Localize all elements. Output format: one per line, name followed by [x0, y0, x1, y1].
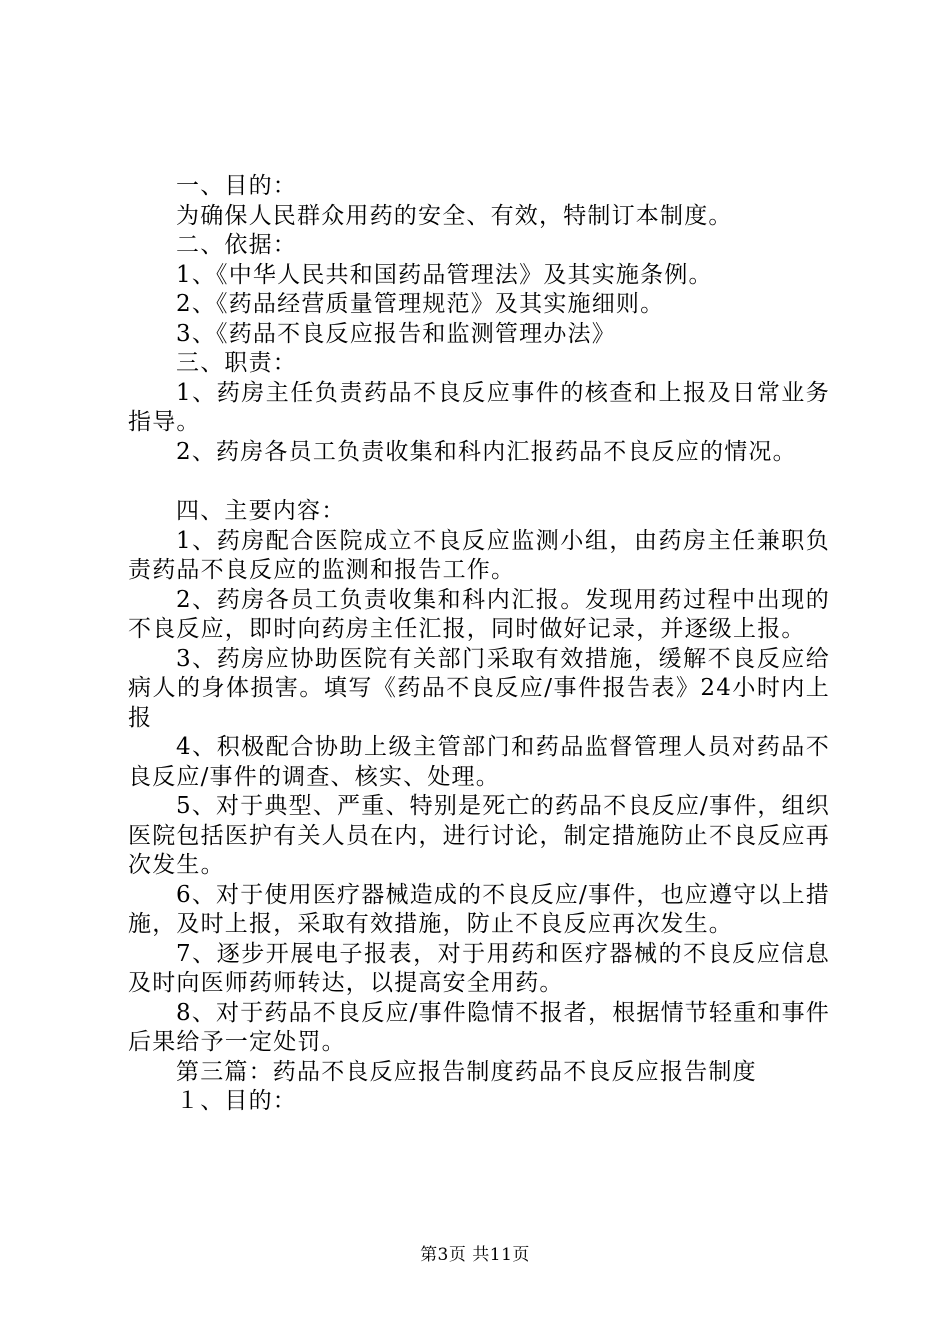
paragraph: 三、职责： — [176, 350, 297, 376]
paragraph: 1、《中华人民共和国药品管理法》及其实施条例。 — [176, 261, 713, 288]
paragraph: 8、对于药品不良反应/事件隐情不报者，根据情节轻重和事件后果给予一定处罚。 — [128, 999, 830, 1055]
paragraph: 7、逐步开展电子报表，对于用药和医疗器械的不良反应信息及时向医师药师转达，以提高安全用药。 — [128, 940, 830, 996]
paragraph: 3、《药品不良反应报告和监测管理办法》 — [176, 320, 616, 347]
paragraph: 为确保人民群众用药的安全、有效，特制订本制度。 — [176, 202, 733, 229]
paragraph: 2、药房各员工负责收集和科内汇报。发现用药过程中出现的不良反应，即时向药房主任汇报，同时做好记录，并逐级上报。 — [128, 586, 830, 642]
page-footer — [0, 1240, 950, 1265]
paragraph: 2、药房各员工负责收集和科内汇报药品不良反应的情况。 — [176, 438, 797, 465]
paragraph: １、目的： — [176, 1088, 297, 1114]
paragraph: 一、目的： — [176, 173, 297, 199]
paragraph: 四、主要内容： — [176, 498, 346, 524]
paragraph: 1、药房主任负责药品不良反应事件的核查和上报及日常业务指导。 — [128, 379, 830, 435]
paragraph: 5、对于典型、严重、特别是死亡的药品不良反应/事件，组织医院包括医护有关人员在内，进行讨论，制定措施防止不良反应再次发生。 — [128, 793, 830, 878]
paragraph: 3、药房应协助医院有关部门采取有效措施，缓解不良反应给病人的身体损害。填写《药品不良反应/事件报告表》24小时内上报 — [128, 645, 830, 731]
paragraph: 二、依据： — [176, 232, 297, 258]
paragraph-gap — [128, 467, 830, 497]
paragraph: 2、《药品经营质量管理规范》及其实施细则。 — [176, 291, 665, 317]
paragraph: 1、药房配合医院成立不良反应监测小组，由药房主任兼职负责药品不良反应的监测和报告工作。 — [128, 527, 830, 583]
paragraph: 6、对于使用医疗器械造成的不良反应/事件，也应遵守以上措施，及时上报，采取有效措施，防止不良反应再次发生。 — [128, 881, 830, 937]
page-indicator: 第3页 共11页 — [420, 1245, 530, 1265]
paragraph: 4、积极配合协助上级主管部门和药品监督管理人员对药品不良反应/事件的调查、核实、处理。 — [128, 734, 830, 790]
paragraph: 第三篇：药品不良反应报告制度药品不良反应报告制度 — [176, 1058, 757, 1085]
document-body — [128, 172, 830, 1117]
